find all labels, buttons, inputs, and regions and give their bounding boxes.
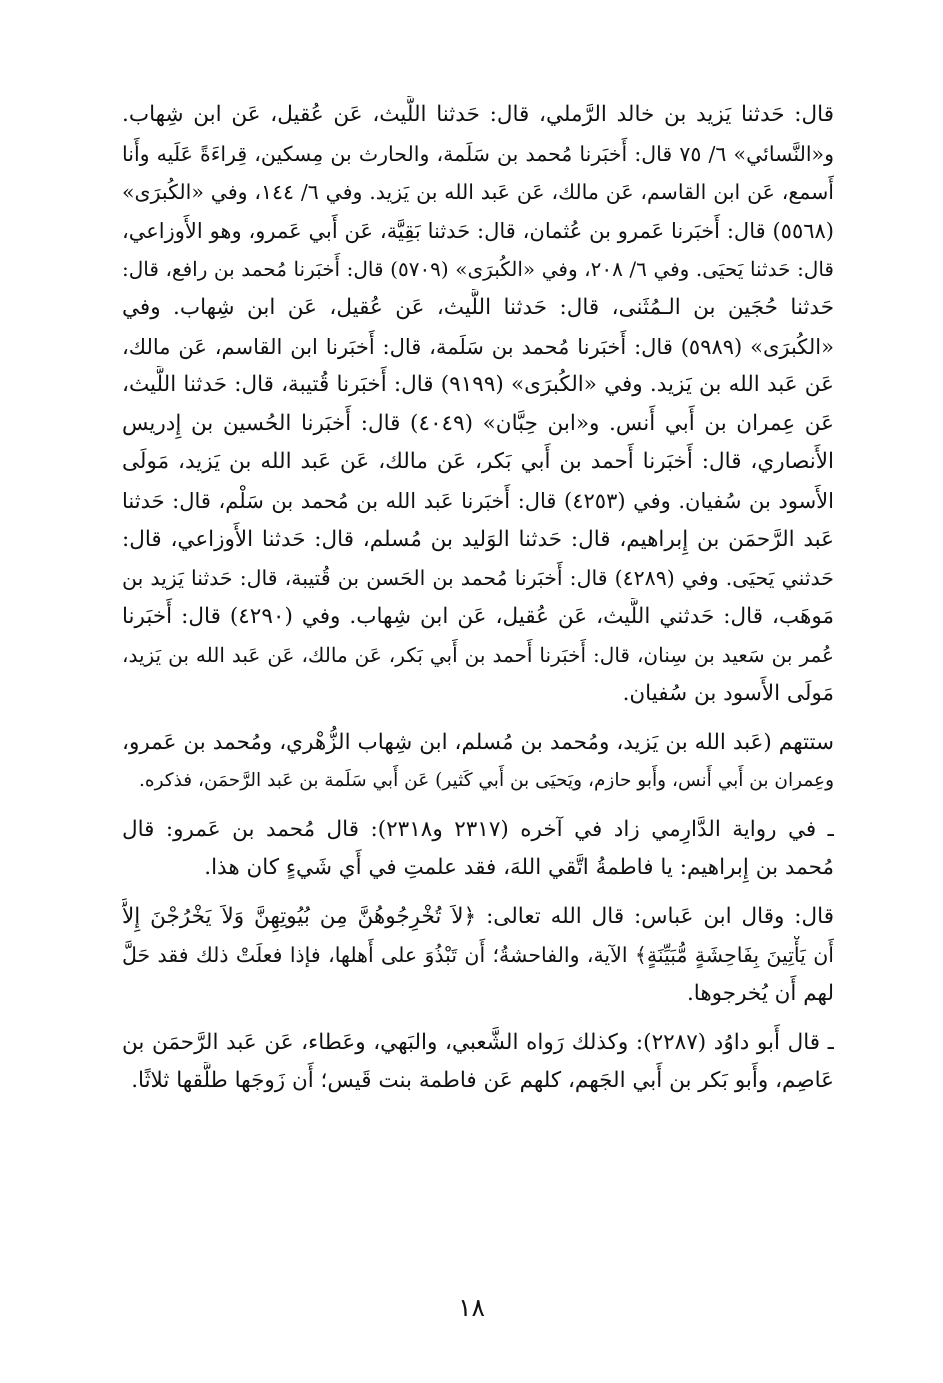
text-line: الأَسود بن سُفيان. وفي (٤٢٥٣) قال: أَخبَرنا عَبد الله بن مُحمد بن سَلْم، قال: حَدثنا xyxy=(122,488,834,513)
text-line: قال: وقال ابن عَباس: قال الله تعالى: ﴿لاَ تُخْرِجُوهُنَّ مِن بُيُوتِهِنَّ وَلاَ يَخْرُجْنَ إِلاَّ xyxy=(122,903,834,929)
text-line: أَن يَأْتِينَ بِفَاحِشَةٍ مُّبَيِّنَةٍ﴾ الآية، والفاحشةُ؛ أَن تَبْذُوَ على أَهلها، فإذا فعلَتْ ذلك فقد حَلَّ xyxy=(122,943,834,968)
text-line: قال: حَدثنا يَحيَى. وفي ٦/ ٢٠٨، وفي «الكُبرَى» (٥٧٠٩) قال: أَخبَرنا مُحمد بن رافع، قال: xyxy=(122,257,834,282)
paragraph-summary xyxy=(122,724,834,801)
text-line: عَبد الرَّحمَن بن إِبراهيم، قال: حَدثنا الوَليد بن مُسلم، قال: حَدثنا الأَوزاعي، قال: xyxy=(122,526,834,552)
page-number: ١٨ xyxy=(458,1293,485,1322)
text-line: أَسمع، عَن ابن القاسم، عَن مالك، عَن عَبد الله بن يَزيد. وفي ٦/ ١٤٤، وفي «الكُبرَى» xyxy=(122,180,834,205)
text-line: ـ في رواية الدَّارِمي زاد في آخره (٢٣١٧ و٢٣١٨): قال مُحمد بن عَمرو: قال xyxy=(122,816,834,842)
paragraph-darimi-note xyxy=(122,811,834,888)
text-line: «الكُبرَى» (٥٩٨٩) قال: أَخبَرنا مُحمد بن سَلَمة، قال: أَخبَرنا ابن القاسم، عَن مالك، xyxy=(122,334,834,359)
text-line: قال: حَدثنا يَزيد بن خالد الرَّملي، قال: حَدثنا اللَّيث، عَن عُقيل، عَن ابن شِهاب. xyxy=(122,102,834,127)
text-line: حَدثني يَحيَى. وفي (٤٢٨٩) قال: أَخبَرنا مُحمد بن الحَسن بن قُتيبة، قال: حَدثنا يَزيد بن xyxy=(122,566,834,591)
text-line: عَن عَبد الله بن يَزيد. وفي «الكُبرَى» (٩١٩٩) قال: أَخبَرنا قُتيبة، قال: حَدثنا اللَّيث، xyxy=(122,372,834,398)
paragraph-abu-dawud xyxy=(122,1024,834,1101)
text-line: وعِمران بن أَبي أَنس، وأَبو حازم، ويَحيَى بن أَبي كَثير) عَن أَبي سَلَمة بن عَبد الرَّحمَن، فذكره. xyxy=(139,770,834,792)
text-line: لهم أَن يُخرجوها. xyxy=(686,981,834,1007)
text-line: مُحمد بن إِبراهيم: يا فاطمةُ اتَّقي اللهَ، فقد علمتِ في أَي شَيءٍ كان هذا. xyxy=(204,855,834,881)
text-line: مَوهَب، قال: حَدثني اللَّيث، عَن عُقيل، عَن ابن شِهاب. وفي (٤٢٩٠) قال: أَخبَرنا xyxy=(122,603,834,629)
text-line: و«النَّسائي» ٦/ ٧٥ قال: أَخبَرنا مُحمد بن سَلَمة، والحارث بن مِسكين، قِراءَةً عَلَيه وأَنا xyxy=(122,141,834,166)
text-line: ستتهم (عَبد الله بن يَزيد، ومُحمد بن مُسلم، ابن شِهاب الزُّهْري، ومُحمد بن عَمرو، xyxy=(122,729,834,755)
text-line: عَن عِمران بن أَبي أَنس. و«ابن حِبَّان» (٤٠٤٩) قال: أَخبَرنا الحُسين بن إِدريس xyxy=(122,410,834,436)
text-line: عَاصِم، وأَبو بَكر بن أَبي الجَهم، كلهم عَن فاطمة بنت قَيس؛ أَن زَوجَها طلَّقها ثلاثًا. xyxy=(131,1068,834,1094)
text-line: (٥٥٦٨) قال: أَخبَرنا عَمرو بن عُثمان، قال: حَدثنا بَقِيَّة، عَن أَبي عَمرو، وهو الأَوزاعي، xyxy=(122,218,834,243)
page-body xyxy=(122,96,834,1346)
paragraph-isnad xyxy=(122,96,834,714)
text-line: الأَنصاري، قال: أَخبَرنا أَحمد بن أَبي بَكر، عَن مالك، عَن عَبد الله بن يَزيد، مَولَى xyxy=(122,449,834,475)
text-line: مَولَى الأَسود بن سُفيان. xyxy=(622,680,834,706)
text-line: ـ قال أَبو داوُد (٢٢٨٧): وكذلك رَواه الشَّعبي، والبَهي، وعَطاء، عَن عَبد الرَّحمَن بن xyxy=(122,1029,834,1055)
paragraph-ibn-abbas xyxy=(122,898,834,1014)
text-line: عُمر بن سَعيد بن سِنان، قال: أَخبَرنا أَحمد بن أَبي بَكر، عَن مالك، عَن عَبد الله بن يَزيد، xyxy=(122,643,834,668)
text-line: حَدثنا حُجَين بن الـمُثَنى، قال: حَدثنا اللَّيث، عَن عُقيل، عَن ابن شِهاب. وفي xyxy=(122,294,834,320)
